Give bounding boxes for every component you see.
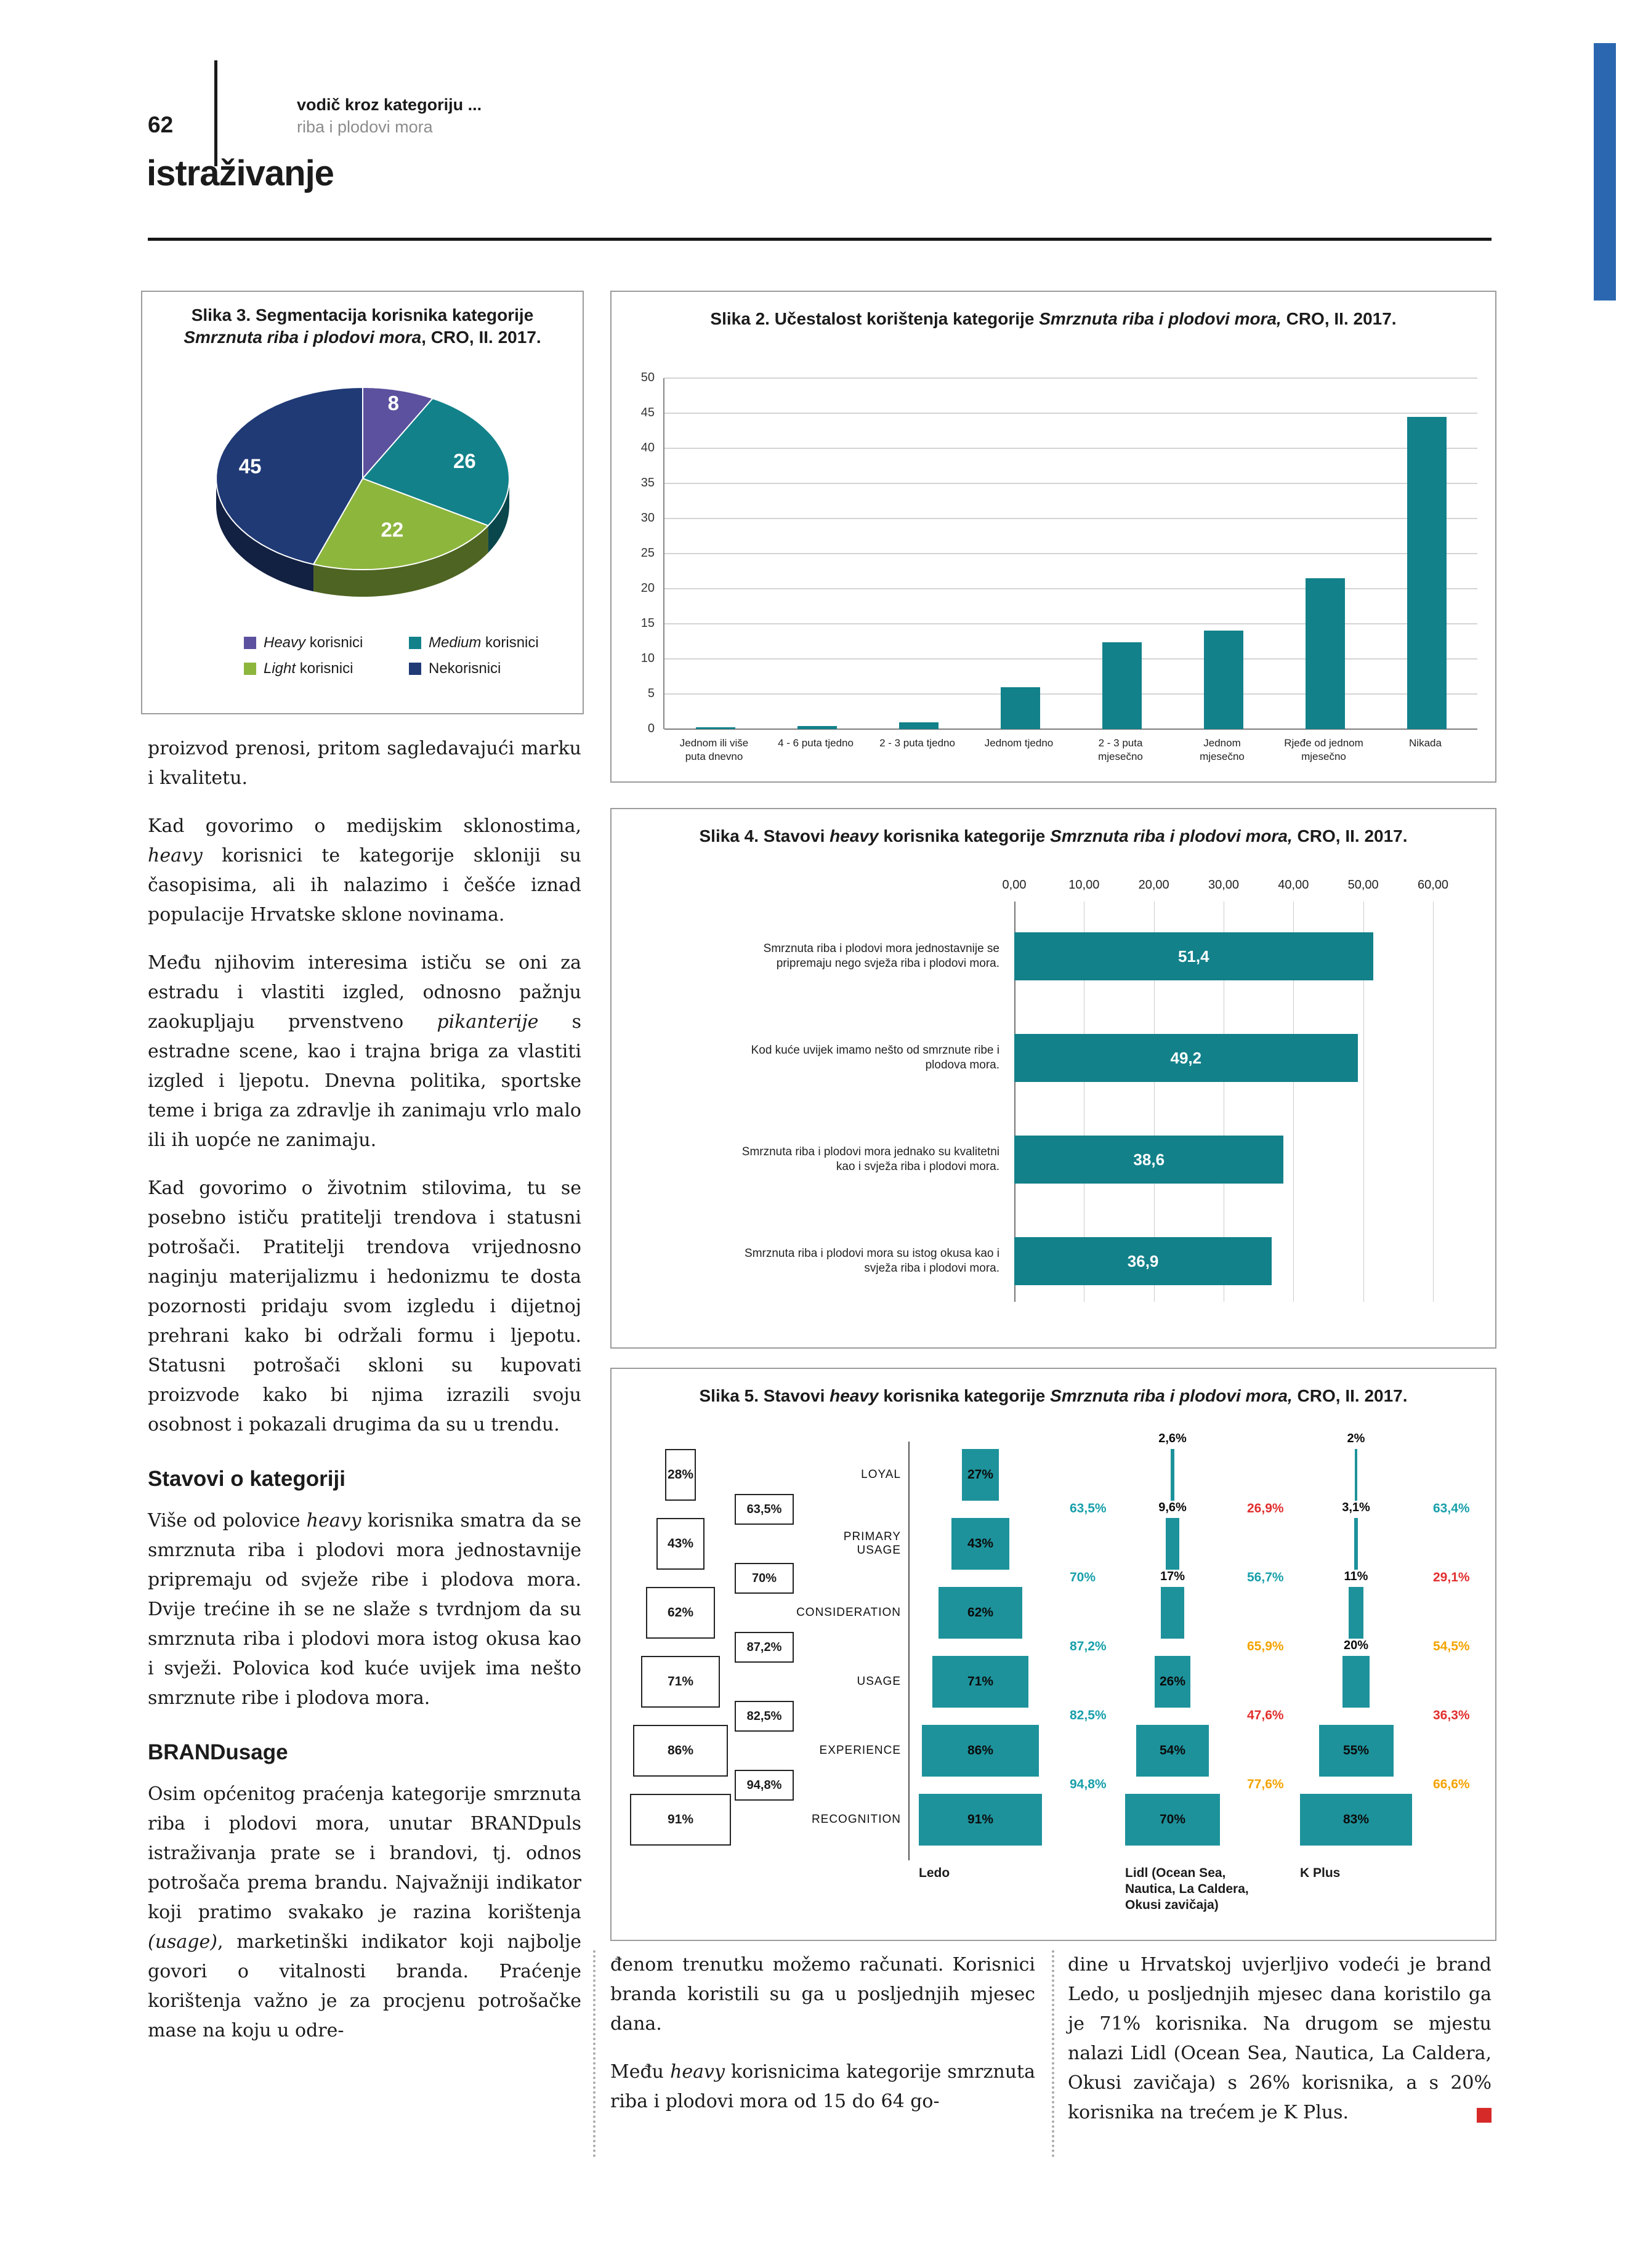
gridline bbox=[664, 413, 1477, 414]
gridline bbox=[664, 728, 1477, 730]
conversion-rate: 36,3% bbox=[1433, 1708, 1470, 1722]
paragraph: đenom trenutku možemo računati. Korisnici branda koristili su ga u posljednjih mjesec dana. bbox=[610, 1954, 1035, 2035]
funnel-stage-label: USAGE bbox=[857, 1675, 901, 1688]
funnel-value: 54% bbox=[1159, 1743, 1185, 1757]
paragraph: proizvod prenosi, pritom sagledavajući marku i kvalitetu. bbox=[148, 738, 581, 789]
legend-item bbox=[244, 660, 409, 677]
funnel-value: 11% bbox=[1344, 1570, 1368, 1583]
y-tick-label: 10 bbox=[640, 652, 655, 665]
funnel-stage-label: LOYAL bbox=[861, 1468, 901, 1481]
conversion-rate: 54,5% bbox=[1433, 1639, 1470, 1653]
y-tick-label: 25 bbox=[640, 546, 655, 560]
paragraph: dine u Hrvatskoj uvjerljivo vodeći je brand Ledo, u posljednjih mjesec dana koristilo ga je 71% korisnika. Na drugom se mjestu nalazi Lidl (Ocean Sea, Nautica, La Caldera, Okusi zavičaja) s 26% korisnika, a s 20% korisnika na trećem je K Plus. bbox=[1068, 1954, 1492, 2123]
bar bbox=[1014, 1237, 1272, 1285]
funnel-bar bbox=[1136, 1725, 1209, 1777]
x-tick-label: 30,00 bbox=[1208, 878, 1240, 892]
conversion-rate: 47,6% bbox=[1247, 1708, 1284, 1722]
bottom-col-right bbox=[1068, 1950, 1492, 2146]
paragraph: Među heavy korisnicima kategorije smrznuta riba i plodovi mora od 15 do 64 go- bbox=[610, 2061, 1035, 2112]
bottom-col-mid bbox=[610, 1950, 1035, 2135]
bar bbox=[1306, 578, 1345, 729]
funnel-value: 83% bbox=[1342, 1812, 1369, 1826]
y-tick-label: 35 bbox=[640, 476, 655, 490]
funnel-value: 2,6% bbox=[1158, 1432, 1187, 1445]
fig2-y-axis bbox=[614, 371, 655, 735]
pie-legend bbox=[244, 634, 574, 677]
funnel-value: 70% bbox=[1159, 1812, 1186, 1826]
funnel-stage-label: PRIMARY USAGE bbox=[843, 1530, 901, 1557]
funnel-bar bbox=[1354, 1518, 1358, 1570]
conversion-rate: 65,9% bbox=[1247, 1639, 1284, 1653]
funnel-bar bbox=[1319, 1725, 1394, 1777]
y-tick-label: 15 bbox=[640, 616, 655, 630]
x-tick-label: Jednom mjesečno bbox=[1200, 737, 1245, 762]
reference-funnel-bar: 91% bbox=[630, 1794, 731, 1846]
funnel-bar bbox=[1300, 1794, 1413, 1846]
funnel-value: 3,1% bbox=[1342, 1501, 1370, 1514]
gridline bbox=[664, 623, 1477, 624]
figure-2-title: Slika 2. Učestalost korištenja kategorije Smrznuta riba i plodovi mora, CRO, II. 2017. bbox=[710, 309, 1397, 328]
bar bbox=[1001, 687, 1040, 729]
paragraph: Osim općenitog praćenja kategorije smrznuta riba i plodovi mora, unutar BRANDpuls istraživanja prate se i brandovi, tj. odnos potrošača prema brandu. Najvažniji indikator koji pratimo svakako je razina korištenja (usage), marketinški indikator koji najbolje govori o vitalnosti branda. Praćenje korištenja važno je za procjenu potrošačke mase na koju u odre- bbox=[148, 1783, 581, 2041]
y-tick-label: 20 bbox=[640, 581, 655, 595]
paragraph: Više od polovice heavy korisnika smatra da se smrznuta riba i plodovi mora jednostavnije pripremaju od svježe ribe i plodova mora. Dvije trećine ih se ne slaže s tvrdnjom da su smrznuta riba i plodovi mora istog okusa kao i svježi. Polovica kod kuće uvijek ima nešto smrznute ribe i plodova mora. bbox=[148, 1510, 581, 1709]
funnel-bar bbox=[932, 1656, 1028, 1708]
funnel-value: 43% bbox=[967, 1536, 993, 1551]
bar-value: 36,9 bbox=[1127, 1251, 1159, 1270]
funnel-bar bbox=[1161, 1587, 1184, 1639]
conversion-rate: 56,7% bbox=[1247, 1570, 1284, 1584]
funnel-value: 17% bbox=[1160, 1570, 1185, 1583]
x-tick-label: 40,00 bbox=[1278, 878, 1309, 892]
x-tick-label: Nikada bbox=[1409, 737, 1442, 749]
kicker bbox=[297, 94, 482, 138]
header-rule bbox=[148, 238, 1492, 241]
y-tick-label: 40 bbox=[640, 441, 655, 454]
pie-slice-value: 8 bbox=[387, 392, 399, 415]
figure-3-title-line2: Smrznuta riba i plodovi mora, CRO, II. 2017. bbox=[184, 328, 541, 347]
funnel-bar bbox=[951, 1518, 1010, 1570]
bar-label: Smrznuta riba i plodovi mora jednako su kvalitetni kao i svježa riba i plodovi mora. bbox=[741, 1145, 999, 1173]
reference-funnel-bar: 71% bbox=[641, 1656, 720, 1708]
y-tick-label: 0 bbox=[647, 722, 655, 735]
bar bbox=[696, 727, 735, 729]
kicker-line1: vodič kroz kategoriju ... bbox=[297, 95, 482, 114]
figure-3-pie bbox=[141, 291, 584, 714]
legend-label: Heavy korisnici bbox=[264, 634, 363, 651]
conversion-rate: 63,4% bbox=[1433, 1501, 1470, 1515]
subheading: BRANDusage bbox=[148, 1740, 288, 1764]
bar-value: 38,6 bbox=[1133, 1150, 1165, 1169]
funnel-bar bbox=[1355, 1449, 1357, 1501]
gridline bbox=[1433, 902, 1434, 1302]
x-tick-label: Jednom tjedno bbox=[984, 737, 1054, 749]
brand-name: Lidl (Ocean Sea, Nautica, La Caldera, Okusi zavičaja) bbox=[1125, 1866, 1249, 1912]
pie-slice-value: 45 bbox=[238, 454, 262, 478]
figure-5-title: Slika 5. Stavovi heavy korisnika kategorije Smrznuta riba i plodovi mora, CRO, II. 2017. bbox=[699, 1386, 1408, 1405]
bar-label: Smrznuta riba i plodovi mora jednostavnije se pripremaju nego svježa riba i plodovi mora. bbox=[763, 942, 999, 970]
left-column bbox=[148, 734, 581, 2064]
gridline bbox=[664, 693, 1477, 695]
bar-value: 49,2 bbox=[1170, 1048, 1202, 1067]
funnel-bar bbox=[939, 1587, 1022, 1639]
x-tick-label: 20,00 bbox=[1138, 878, 1169, 892]
legend-label: Nekorisnici bbox=[429, 660, 501, 677]
reference-rate-box: 63,5% bbox=[735, 1494, 794, 1525]
conversion-rate: 70% bbox=[1070, 1570, 1096, 1584]
header-divider bbox=[214, 60, 217, 166]
bar bbox=[1014, 932, 1373, 980]
funnel-value: 20% bbox=[1343, 1639, 1369, 1652]
section-title: istraživanje bbox=[147, 153, 334, 193]
conversion-rate: 87,2% bbox=[1070, 1639, 1107, 1653]
funnel-stage-label: RECOGNITION bbox=[811, 1813, 901, 1826]
fig5-plot bbox=[612, 1369, 1495, 1940]
funnel-bar bbox=[1125, 1794, 1220, 1846]
x-tick-label: Rjeđe od jednom mjesečno bbox=[1284, 737, 1363, 762]
funnel-value: 86% bbox=[967, 1743, 993, 1757]
figure-3-title bbox=[142, 304, 583, 349]
funnel-value: 26% bbox=[1159, 1674, 1185, 1689]
funnel-bar bbox=[1349, 1587, 1363, 1639]
legend-item bbox=[409, 660, 574, 677]
x-tick-label: 10,00 bbox=[1068, 878, 1100, 892]
gridline bbox=[664, 518, 1477, 519]
funnel-stage-label: CONSIDERATION bbox=[796, 1606, 901, 1619]
kicker-line2: riba i plodovi mora bbox=[297, 118, 433, 136]
legend-label: Light korisnici bbox=[264, 660, 353, 677]
bar bbox=[1407, 417, 1447, 729]
gridline bbox=[664, 658, 1477, 660]
figure-5-funnel-chart bbox=[610, 1368, 1496, 1941]
conversion-rate: 66,6% bbox=[1433, 1777, 1470, 1791]
funnel-bar bbox=[922, 1725, 1038, 1777]
bar bbox=[1204, 631, 1243, 729]
bar-label: Smrznuta riba i plodovi mora su istog okusa kao i svježa riba i plodovi mora. bbox=[745, 1247, 999, 1275]
end-mark bbox=[1477, 2108, 1492, 2123]
reference-funnel-bar: 62% bbox=[646, 1587, 715, 1639]
legend-swatch bbox=[409, 663, 421, 675]
funnel-bar bbox=[1155, 1656, 1190, 1708]
reference-rate-box: 82,5% bbox=[735, 1701, 794, 1732]
bar bbox=[899, 722, 939, 729]
legend-item bbox=[244, 634, 409, 652]
fig2-plot bbox=[663, 378, 1477, 729]
legend-swatch bbox=[409, 637, 421, 649]
conversion-rate: 63,5% bbox=[1070, 1501, 1107, 1515]
pie-slice-value: 26 bbox=[453, 450, 476, 473]
paragraph: Kad govorimo o životnim stilovima, tu se posebno ističu pratitelji trendova i statusni potrošači. Pratitelji trendova vrijednosno naginju materijalizmu i hedonizmu te dosta pozornosti pridaju svom izgledu i dijetnoj prehrani kako bi održali formu i ljepotu. Statusni potrošači skloni su kupovati proizvode kako bi njima izrazili svoju osobnost i pokazali drugima da su u trendu. bbox=[148, 1177, 581, 1435]
reference-rate-box: 94,8% bbox=[735, 1770, 794, 1801]
figure-3-title-line1: Slika 3. Segmentacija korisnika kategorije bbox=[191, 305, 534, 325]
y-tick-label: 5 bbox=[647, 687, 655, 700]
funnel-value: 71% bbox=[967, 1674, 993, 1689]
gridline bbox=[664, 588, 1477, 589]
reference-rate-box: 87,2% bbox=[735, 1632, 794, 1663]
y-tick-label: 30 bbox=[640, 511, 655, 525]
funnel-bar bbox=[962, 1449, 998, 1501]
gridline bbox=[664, 448, 1477, 449]
x-tick-label: 2 - 3 puta mjesečno bbox=[1098, 737, 1143, 762]
gridline bbox=[664, 553, 1477, 554]
fig4-plot bbox=[612, 809, 1495, 1347]
legend-item bbox=[409, 634, 574, 652]
funnel-value: 55% bbox=[1342, 1743, 1370, 1757]
conversion-rate: 94,8% bbox=[1070, 1777, 1107, 1791]
y-tick-label: 45 bbox=[640, 406, 655, 419]
bar bbox=[1014, 1034, 1358, 1082]
reference-funnel-bar: 43% bbox=[656, 1518, 704, 1570]
fig2-x-axis bbox=[663, 736, 1476, 773]
conversion-rate: 29,1% bbox=[1433, 1570, 1470, 1584]
brand-name: Ledo bbox=[919, 1866, 950, 1880]
pie-slice-value: 22 bbox=[381, 518, 404, 541]
reference-funnel-bar: 86% bbox=[633, 1725, 729, 1777]
figure-2-bar-chart bbox=[610, 291, 1496, 783]
pie-chart bbox=[148, 346, 576, 629]
figure-4-hbar-chart bbox=[610, 808, 1496, 1349]
page-number: 62 bbox=[148, 112, 174, 137]
funnel-value: 27% bbox=[967, 1467, 993, 1482]
funnel-value: 62% bbox=[967, 1605, 993, 1620]
paragraph: Među njihovim interesima ističu se oni za estradu i vlastiti izgled, odnosno pažnju zaokupljaju prvenstveno pikanterije s estradne scene, kao i trajna briga za vlastiti izgled i ljepotu. Dnevna politika, sportske teme i briga za zdravlje ih zanimaju vrlo malo ili ih uopće ne zanimaju. bbox=[148, 952, 581, 1151]
funnel-value: 91% bbox=[967, 1812, 993, 1826]
x-tick-label: 2 - 3 puta tjedno bbox=[879, 737, 955, 749]
conversion-rate: 77,6% bbox=[1247, 1777, 1284, 1791]
figure-4-title: Slika 4. Stavovi heavy korisnika kategorije Smrznuta riba i plodovi mora, CRO, II. 2017. bbox=[699, 826, 1408, 845]
bar-label: Kod kuće uvijek imamo nešto od smrznute ribe i plodova mora. bbox=[751, 1044, 999, 1071]
x-tick-label: 0,00 bbox=[1002, 878, 1027, 892]
column-separator bbox=[1052, 1950, 1054, 2157]
x-tick-label: 4 - 6 puta tjedno bbox=[778, 737, 854, 749]
legend-label: Medium korisnici bbox=[429, 634, 539, 651]
legend-swatch bbox=[244, 663, 256, 675]
gridline bbox=[664, 483, 1477, 484]
bar bbox=[1014, 1136, 1283, 1184]
subheading: Stavovi o kategoriji bbox=[148, 1467, 345, 1491]
conversion-rate: 26,9% bbox=[1247, 1501, 1284, 1515]
gridline bbox=[664, 377, 1477, 379]
bar bbox=[797, 726, 837, 729]
funnel-bar bbox=[1342, 1656, 1370, 1708]
brand-name: K Plus bbox=[1300, 1866, 1341, 1880]
funnel-stage-label: EXPERIENCE bbox=[819, 1744, 901, 1757]
column-separator bbox=[593, 1950, 595, 2157]
x-tick-label: 60,00 bbox=[1417, 878, 1449, 892]
bar-value: 51,4 bbox=[1177, 946, 1209, 966]
reference-rate-box: 70% bbox=[735, 1563, 794, 1594]
funnel-bar bbox=[1171, 1449, 1174, 1501]
y-tick-label: 50 bbox=[640, 371, 655, 384]
paragraph: Kad govorimo o medijskim sklonostima, heavy korisnici te kategorije skloniji su časopisima, ali ih nalazimo i češće iznad populacije Hrvatske sklone novinama. bbox=[148, 815, 581, 926]
bar bbox=[1102, 642, 1142, 729]
legend-swatch bbox=[244, 637, 256, 649]
conversion-rate: 82,5% bbox=[1070, 1708, 1107, 1722]
x-tick-label: 50,00 bbox=[1347, 878, 1379, 892]
funnel-value: 2% bbox=[1347, 1432, 1365, 1445]
funnel-axis-line bbox=[908, 1442, 910, 1860]
x-tick-label: Jednom ili više puta dnevno bbox=[679, 737, 749, 762]
corner-accent-bar bbox=[1594, 43, 1616, 301]
funnel-value: 9,6% bbox=[1158, 1501, 1187, 1514]
funnel-bar bbox=[919, 1794, 1042, 1846]
reference-funnel-bar: 28% bbox=[665, 1449, 696, 1501]
funnel-bar bbox=[1166, 1518, 1179, 1570]
